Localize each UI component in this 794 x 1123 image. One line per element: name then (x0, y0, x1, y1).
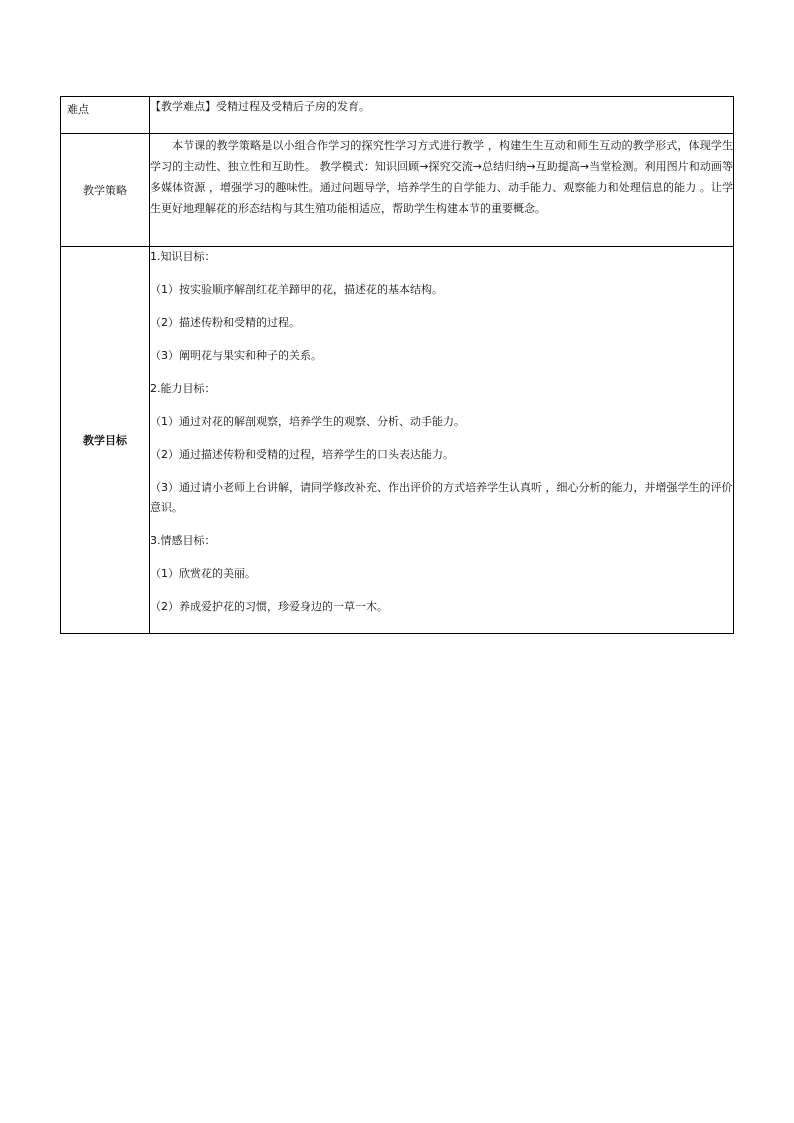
objective-item: （3）阐明花与果实和种子的关系。 (150, 349, 322, 362)
difficulty-label-cell (61, 97, 150, 134)
table-row-objectives (61, 247, 734, 634)
objective-heading-emotion: 3.情感目标： (150, 534, 216, 547)
objectives-label: 教学目标 (83, 434, 127, 447)
difficulty-text: 【教学难点】受精过程及受精后子房的发育。 (150, 100, 370, 113)
table-row-difficulty (61, 97, 734, 134)
objective-heading-knowledge: 1.知识目标： (150, 250, 216, 263)
objectives-label-cell (61, 247, 150, 634)
objectives-content-cell (150, 247, 734, 634)
strategy-content-cell (150, 134, 734, 247)
table-row-strategy (61, 134, 734, 247)
difficulty-content-cell (150, 97, 734, 134)
objective-item: （1）按实验顺序解剖红花羊蹄甲的花，描述花的基本结构。 (150, 283, 443, 296)
objective-item: （2）养成爱护花的习惯，珍爱身边的一草一木。 (150, 600, 388, 613)
objective-heading-ability: 2.能力目标： (150, 382, 216, 395)
objective-item: （1）欣赏花的美丽。 (150, 567, 256, 580)
difficulty-label: 难点 (67, 103, 89, 116)
strategy-text: 本节课的教学策略是以小组合作学习的探究性学习方式进行教学 ，构建生生互动和师生互动的教学形式，体现学生学习的主动性、独立性和互助性。 教学模式：知识回顾→探究交流→总结归纳→互助提高→当堂检测。利用图片和动画等多媒体资源 ，增强学习的趣味性。通过问题导学，培养学生的自学能力、动手能力、观察能力和处理信息的能力 。让学生更好地理解花的形态结构与其生殖功能相适应，帮助学生构建本节的重要概念。 (150, 139, 733, 215)
objective-item: （2）描述传粉和受精的过程。 (150, 316, 300, 329)
lesson-plan-table (60, 96, 734, 634)
objective-item: （2）通过描述传粉和受精的过程，培养学生的口头表达能力。 (150, 448, 454, 461)
strategy-label: 教学策略 (83, 184, 127, 197)
objective-item: （1）通过对花的解剖观察，培养学生的观察、分析、动手能力。 (150, 415, 465, 428)
objective-item: （3）通过请小老师上台讲解，请同学修改补充、作出评价的方式培养学生认真听 ，细心分析的能力，并增强学生的评价意识。 (150, 481, 733, 514)
strategy-label-cell (61, 134, 150, 247)
